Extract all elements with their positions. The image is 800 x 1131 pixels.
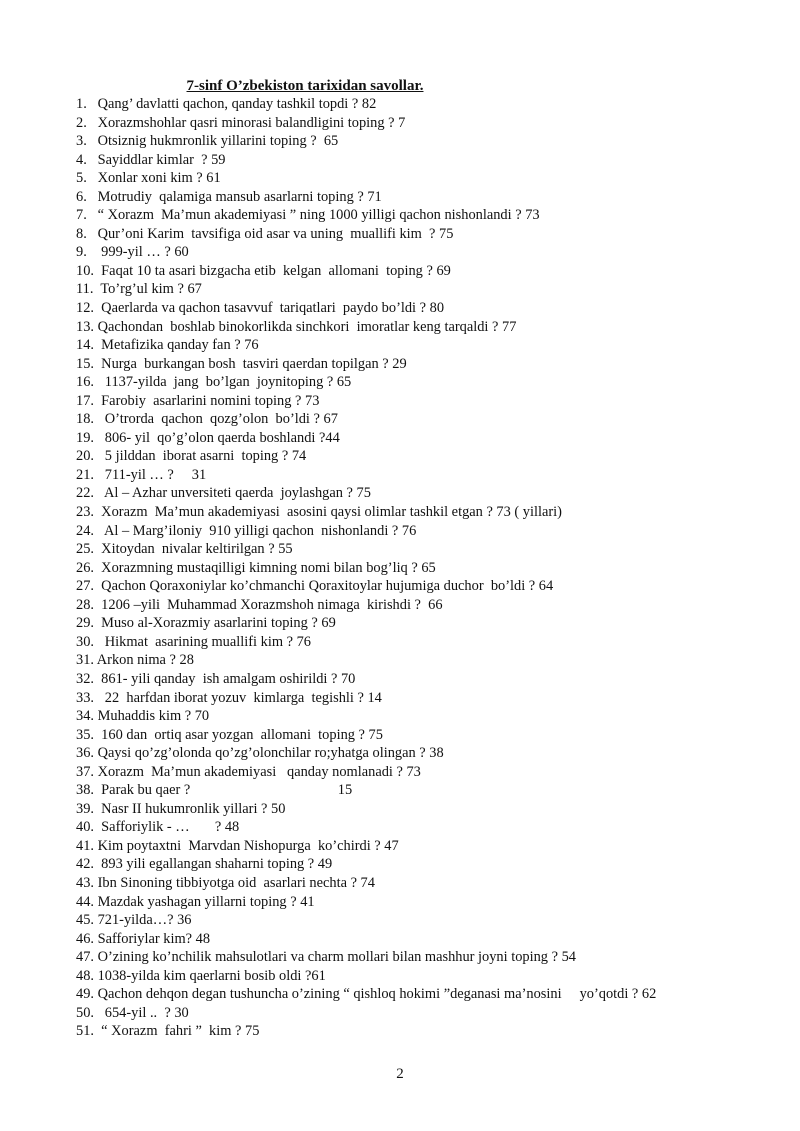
question-item: 3. Otsiznig hukmronlik yillarini toping ? 65: [76, 133, 339, 150]
question-item: 4. Sayiddlar kimlar ? 59: [76, 151, 226, 168]
question-item: 42. 893 yili egallangan shaharni toping ? 49: [76, 856, 333, 873]
question-item: 11. To’rg’ul kim ? 67: [76, 281, 202, 298]
question-item: 44. Mazdak yashagan yillarni toping ? 41: [76, 893, 315, 910]
question-item: 48. 1038-yilda kim qaerlarni bosib oldi ?61: [76, 967, 326, 984]
question-item: 2. Xorazmshohlar qasri minorasi balandligini toping ? 7: [76, 114, 406, 131]
question-item: 25. Xitoydan nivalar keltirilgan ? 55: [76, 541, 293, 558]
question-item: 33. 22 harfdan iborat yozuv kimlarga tegishli ? 14: [76, 689, 382, 706]
question-item: 50. 654-yil .. ? 30: [76, 1004, 189, 1021]
question-item: 14. Metafizika qanday fan ? 76: [76, 337, 259, 354]
question-item: 31. Arkon nima ? 28: [76, 652, 194, 669]
question-item: 10. Faqat 10 ta asari bizgacha etib kelgan allomani toping ? 69: [76, 262, 451, 279]
page-title: 7-sinf O’zbekiston tarixidan savollar.: [186, 78, 424, 94]
question-item: 40. Safforiylik - … ? 48: [76, 819, 240, 836]
page-number: 2: [396, 1066, 404, 1082]
question-item: 6. Motrudiy qalamiga mansub asarlarni toping ? 71: [76, 188, 382, 205]
question-item: 41. Kim poytaxtni Marvdan Nishopurga ko’chirdi ? 47: [76, 837, 399, 854]
question-item: 47. O’zining ko’nchilik mahsulotlari va charm mollari bilan mashhur joyni toping ? 54: [76, 949, 576, 966]
question-item: 37. Xorazm Ma’mun akademiyasi qanday nomlanadi ? 73: [76, 763, 421, 780]
question-item: 29. Muso al-Xorazmiy asarlarini toping ? 69: [76, 615, 336, 632]
question-item: 26. Xorazmning mustaqilligi kimning nomi bilan bog’liq ? 65: [76, 559, 436, 576]
question-item: 49. Qachon dehqon degan tushuncha o’zining “ qishloq hokimi ”deganasi ma’nosini yo’qotdi ? 62: [76, 986, 657, 1003]
question-item: 43. Ibn Sinoning tibbiyotga oid asarlari nechta ? 74: [76, 874, 375, 891]
question-item: 13. Qachondan boshlab binokorlikda sinchkori imoratlar keng tarqaldi ? 77: [76, 318, 517, 335]
question-item: 51. “ Xorazm fahri ” kim ? 75: [76, 1023, 260, 1040]
question-item: 7. “ Xorazm Ma’mun akademiyasi ” ning 1000 yilligi qachon nishonlandi ? 73: [76, 207, 540, 224]
question-item: 32. 861- yili qanday ish amalgam oshirildi ? 70: [76, 670, 356, 687]
question-item: 39. Nasr II hukumronlik yillari ? 50: [76, 800, 286, 817]
question-item: 15. Nurga burkangan bosh tasviri qaerdan topilgan ? 29: [76, 355, 407, 372]
question-item: 1. Qang’ davlatti qachon, qanday tashkil topdi ? 82: [76, 96, 377, 112]
question-item: 5. Xonlar xoni kim ? 61: [76, 170, 221, 187]
question-item: 21. 711-yil … ? 31: [76, 466, 207, 483]
question-item: 36. Qaysi qo’zg’olonda qo’zg’olonchilar ro;yhatga olingan ? 38: [76, 745, 444, 762]
question-item: 34. Muhaddis kim ? 70: [76, 708, 210, 725]
question-item: 16. 1137-yilda jang bo’lgan joynitoping ? 65: [76, 374, 352, 391]
question-item: 22. Al – Azhar unversiteti qaerda joylashgan ? 75: [76, 485, 371, 502]
question-item: 46. Safforiylar kim? 48: [76, 930, 211, 947]
question-item: 17. Farobiy asarlarini nomini toping ? 73: [76, 392, 320, 409]
question-item: 28. 1206 –yili Muhammad Xorazmshoh nimaga kirishdi ? 66: [76, 596, 443, 613]
question-item: 19. 806- yil qo’g’olon qaerda boshlandi ?44: [76, 429, 340, 446]
question-item: 45. 721-yilda…? 36: [76, 912, 192, 929]
question-item: 24. Al – Marg’iloniy 910 yilligi qachon nishonlandi ? 76: [76, 522, 417, 539]
question-item: 12. Qaerlarda va qachon tasavvuf tariqatlari paydo bo’ldi ? 80: [76, 300, 445, 317]
question-item: 38. Parak bu qaer ? 15: [76, 782, 353, 799]
question-list: [76, 95, 776, 1041]
question-item: 27. Qachon Qoraxoniylar ko’chmanchi Qoraxitoylar hujumiga duchor bo’ldi ? 64: [76, 578, 554, 595]
question-item: 9. 999-yil … ? 60: [76, 244, 189, 261]
question-item: 8. Qur’oni Karim tavsifiga oid asar va uning muallifi kim ? 75: [76, 225, 454, 242]
question-item: 30. Hikmat asarining muallifi kim ? 76: [76, 633, 312, 650]
question-item: 18. O’trorda qachon qozg’olon bo’ldi ? 67: [76, 411, 338, 428]
question-item: 23. Xorazm Ma’mun akademiyasi asosini qaysi olimlar tashkil etgan ? 73 ( yillari): [76, 504, 562, 521]
question-item: 20. 5 jilddan iborat asarni toping ? 74: [76, 448, 307, 465]
question-item: 35. 160 dan ortiq asar yozgan allomani toping ? 75: [76, 726, 383, 743]
